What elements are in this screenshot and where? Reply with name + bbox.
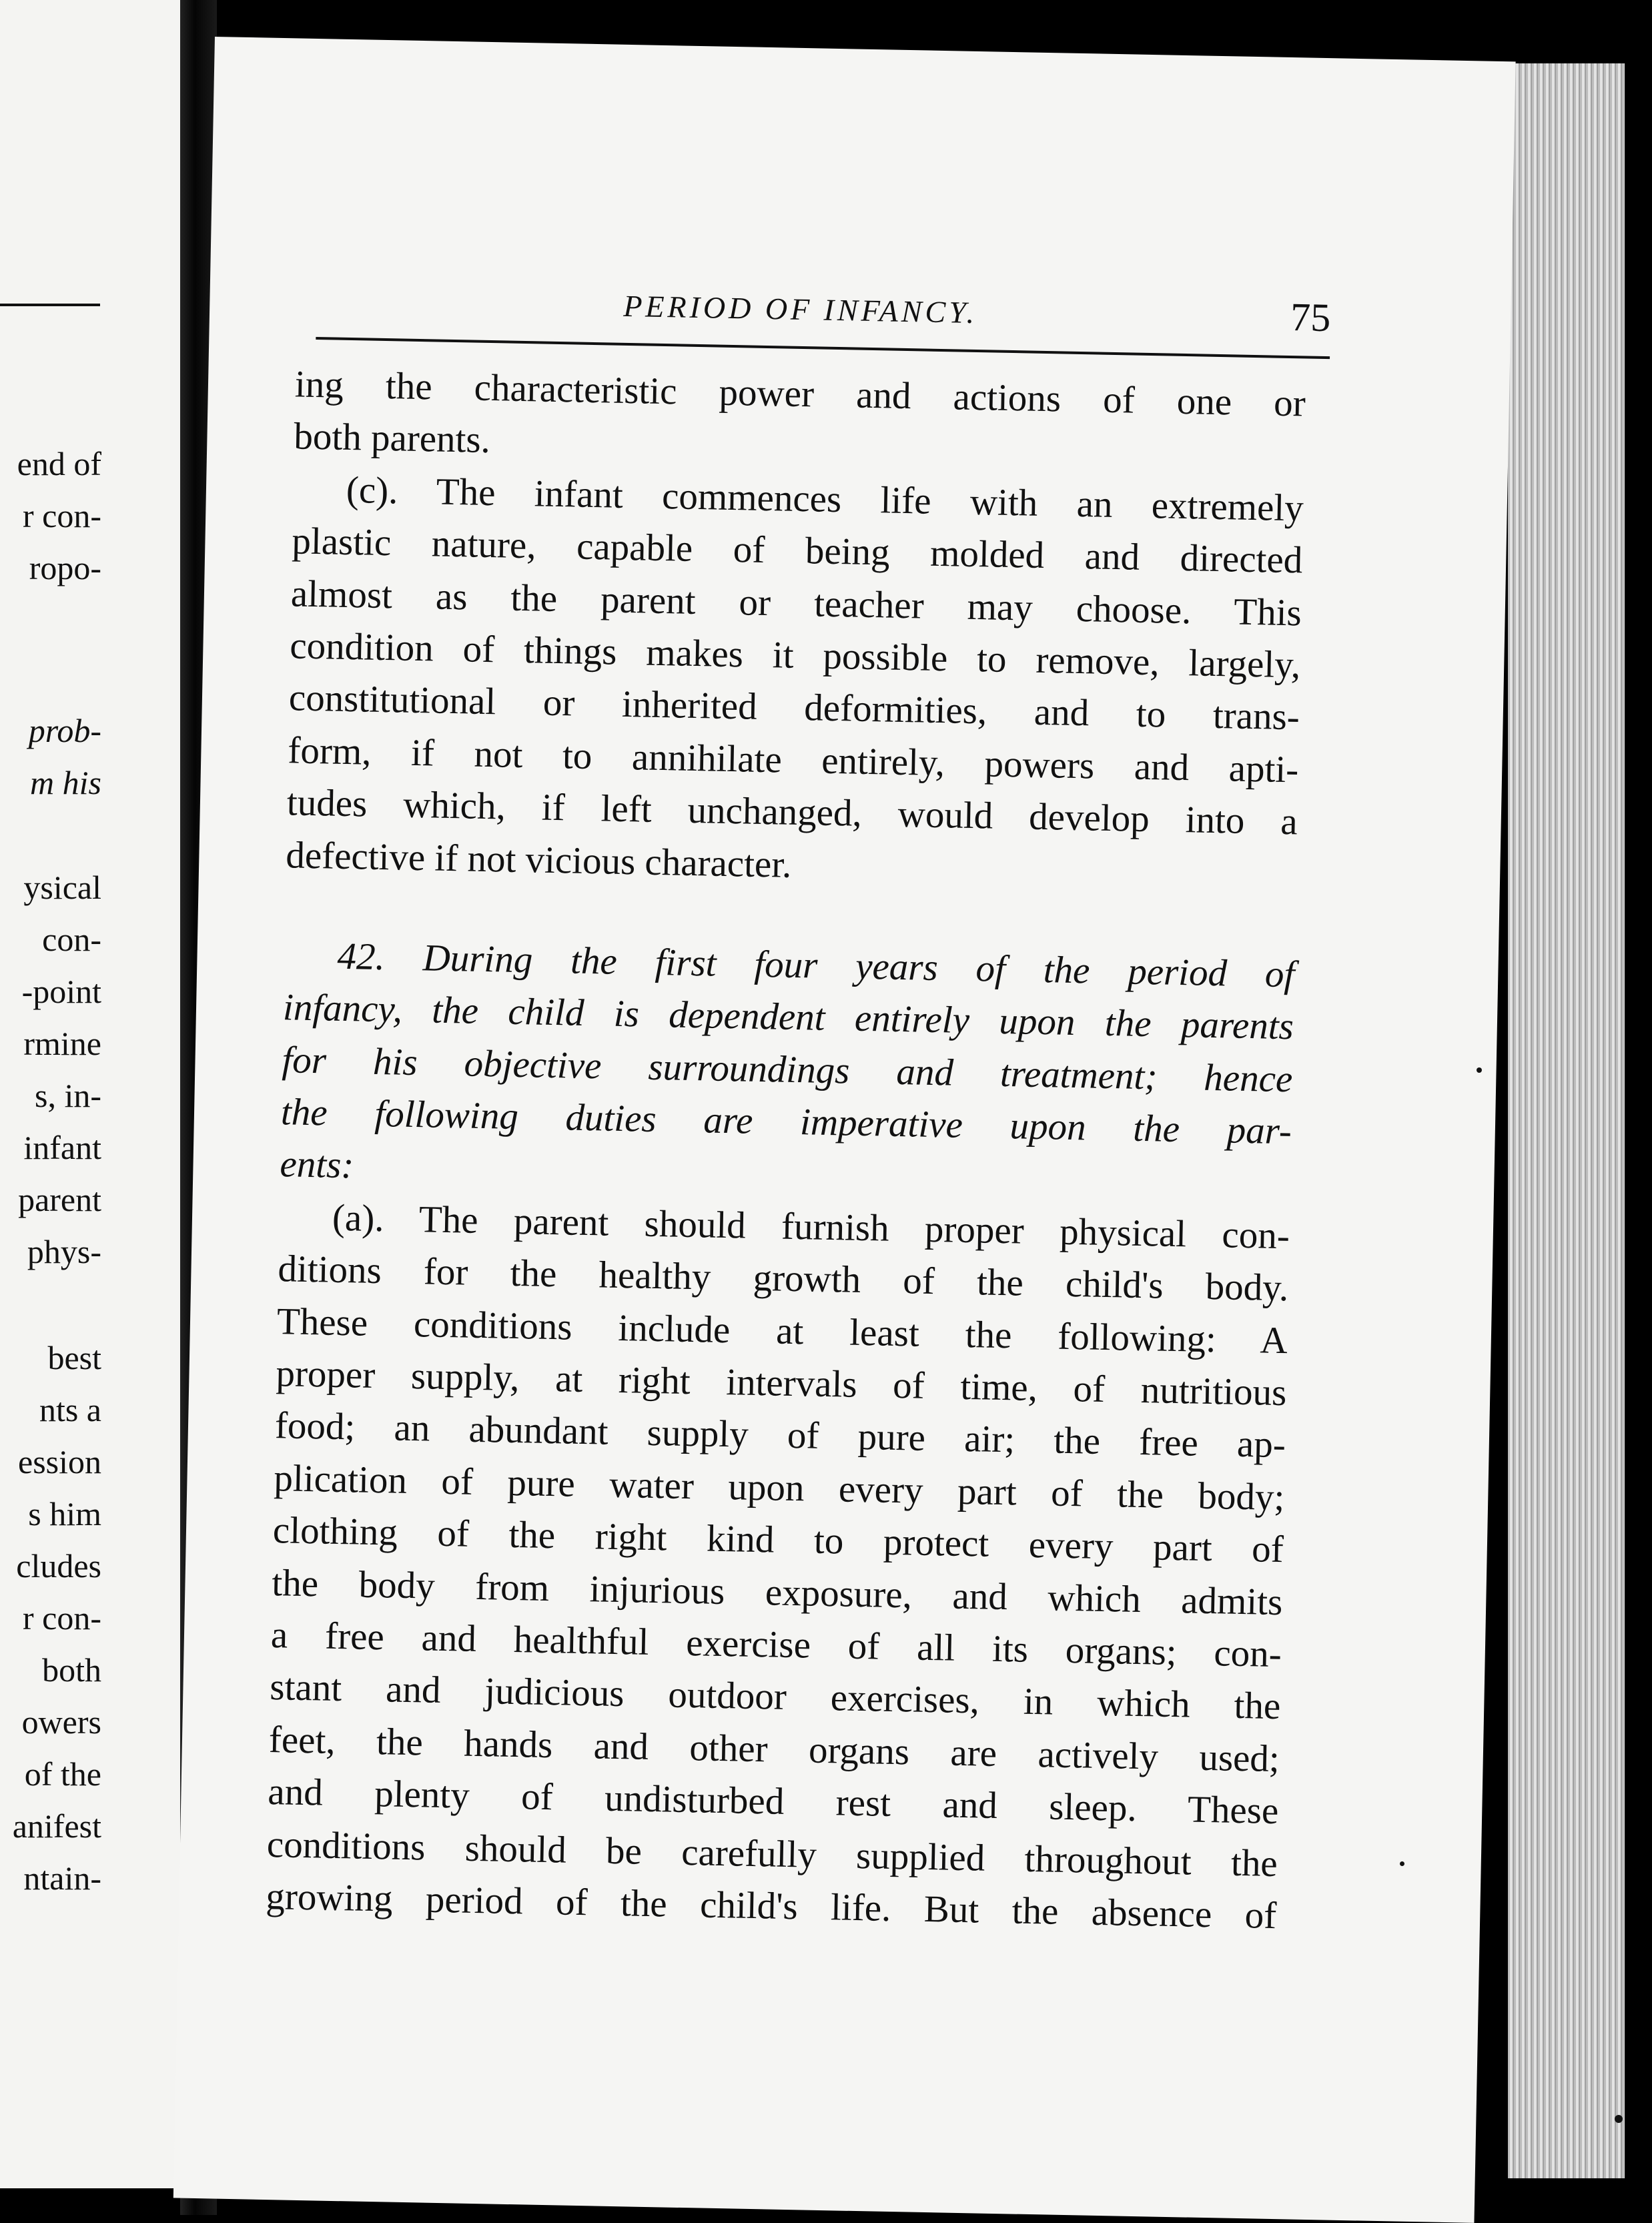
left-page-fragment: owers <box>21 1703 101 1741</box>
text-line: tudes which, if left unchanged, would develop into a <box>286 781 1298 843</box>
left-page-fragment: both <box>42 1651 101 1689</box>
text-line: (a). The parent should furnish proper physical con- <box>332 1196 1290 1258</box>
page-block-edge <box>1508 63 1625 2178</box>
text-line: form, if not to annihilate entirely, powers and apti- <box>287 729 1299 791</box>
text-line: constitutional or inherited deformities, and to trans- <box>288 677 1300 739</box>
left-page-fragment: nts a <box>39 1391 101 1428</box>
left-page-fragment: -point <box>21 973 101 1010</box>
text-line: both parents. <box>293 415 491 462</box>
text-line: almost as the parent or teacher may choose. This <box>290 572 1302 634</box>
text-line: condition of things makes it possible to remove, largely, <box>289 624 1301 687</box>
text-line: for his objective surroundings and treatment; hence <box>281 1038 1293 1100</box>
text-line: clothing of the right kind to protect every part of <box>272 1509 1284 1571</box>
text-line: ing the characteristic power and actions of one or <box>294 363 1306 425</box>
text-line: the body from injurious exposure, and which admits <box>271 1561 1283 1623</box>
text-line: food; an abundant supply of pure air; the free ap- <box>274 1404 1286 1466</box>
running-head: PERIOD OF INFANCY. <box>623 288 978 330</box>
left-page-fragment: m his <box>30 764 101 801</box>
left-page <box>0 0 180 2188</box>
text-line: and plenty of undisturbed rest and sleep. These <box>267 1771 1279 1833</box>
left-page-fragment: ession <box>18 1443 101 1480</box>
dust-speck <box>1400 1861 1404 1866</box>
left-page-fragment: s, in- <box>35 1077 101 1114</box>
left-page-header-rule <box>0 304 100 306</box>
text-line: a free and healthful exercise of all its organs; con- <box>270 1614 1282 1676</box>
left-page-fragment: infant <box>23 1129 101 1166</box>
text-line: These conditions include at least the following: A <box>276 1300 1288 1362</box>
text-line: defective if not vicious character. <box>285 833 793 886</box>
left-page-fragment: anifest <box>12 1807 101 1845</box>
page-number: 75 <box>1290 295 1331 340</box>
text-line: 42. During the first four years of the period of <box>336 935 1295 996</box>
left-page-fragment: con- <box>42 921 101 958</box>
text-line: plastic nature, capable of being molded and directed <box>291 520 1303 582</box>
text-line: the following duties are imperative upon the par- <box>280 1091 1292 1153</box>
page-header <box>316 222 1332 382</box>
left-page-fragment: ysical <box>23 869 101 906</box>
left-page-fragment: rmine <box>23 1025 101 1062</box>
left-page-fragment: end of <box>17 445 101 482</box>
left-page-fragment: s him <box>28 1495 101 1532</box>
text-line: growing period of the child's life. But the absence of <box>265 1875 1277 1937</box>
left-page-fragment: ropo- <box>29 549 101 586</box>
text-line: infancy, the child is dependent entirely upon the parents <box>282 986 1294 1048</box>
dust-speck <box>1615 2115 1623 2123</box>
body-text <box>266 358 1306 1942</box>
text-line: ents: <box>279 1143 354 1187</box>
dust-speck <box>1477 1067 1482 1073</box>
left-page-fragment: ntain- <box>23 1859 101 1897</box>
text-line: conditions should be carefully supplied throughout the <box>266 1823 1278 1885</box>
right-page <box>173 37 1516 2223</box>
left-page-fragment: best <box>47 1339 101 1376</box>
text-line: proper supply, at right intervals of time, of nutritious <box>275 1352 1287 1414</box>
left-page-fragment: r con- <box>23 497 101 534</box>
left-page-fragment: prob- <box>28 712 101 749</box>
left-page-fragment: cludes <box>16 1547 101 1585</box>
text-line: stant and judicious outdoor exercises, in which the <box>269 1666 1281 1728</box>
header-rule <box>316 337 1330 359</box>
left-page-fragment: of the <box>24 1755 101 1793</box>
text-line: feet, the hands and other organs are actively used; <box>268 1718 1280 1780</box>
left-page-fragment: parent <box>18 1181 101 1218</box>
left-page-fragment: r con- <box>23 1599 101 1637</box>
text-line: (c). The infant commences life with an extremely <box>346 468 1304 530</box>
text-line: plication of pure water upon every part of the body; <box>273 1456 1285 1518</box>
text-line: ditions for the healthy growth of the child's body. <box>277 1248 1289 1310</box>
left-page-fragment: phys- <box>27 1233 101 1270</box>
